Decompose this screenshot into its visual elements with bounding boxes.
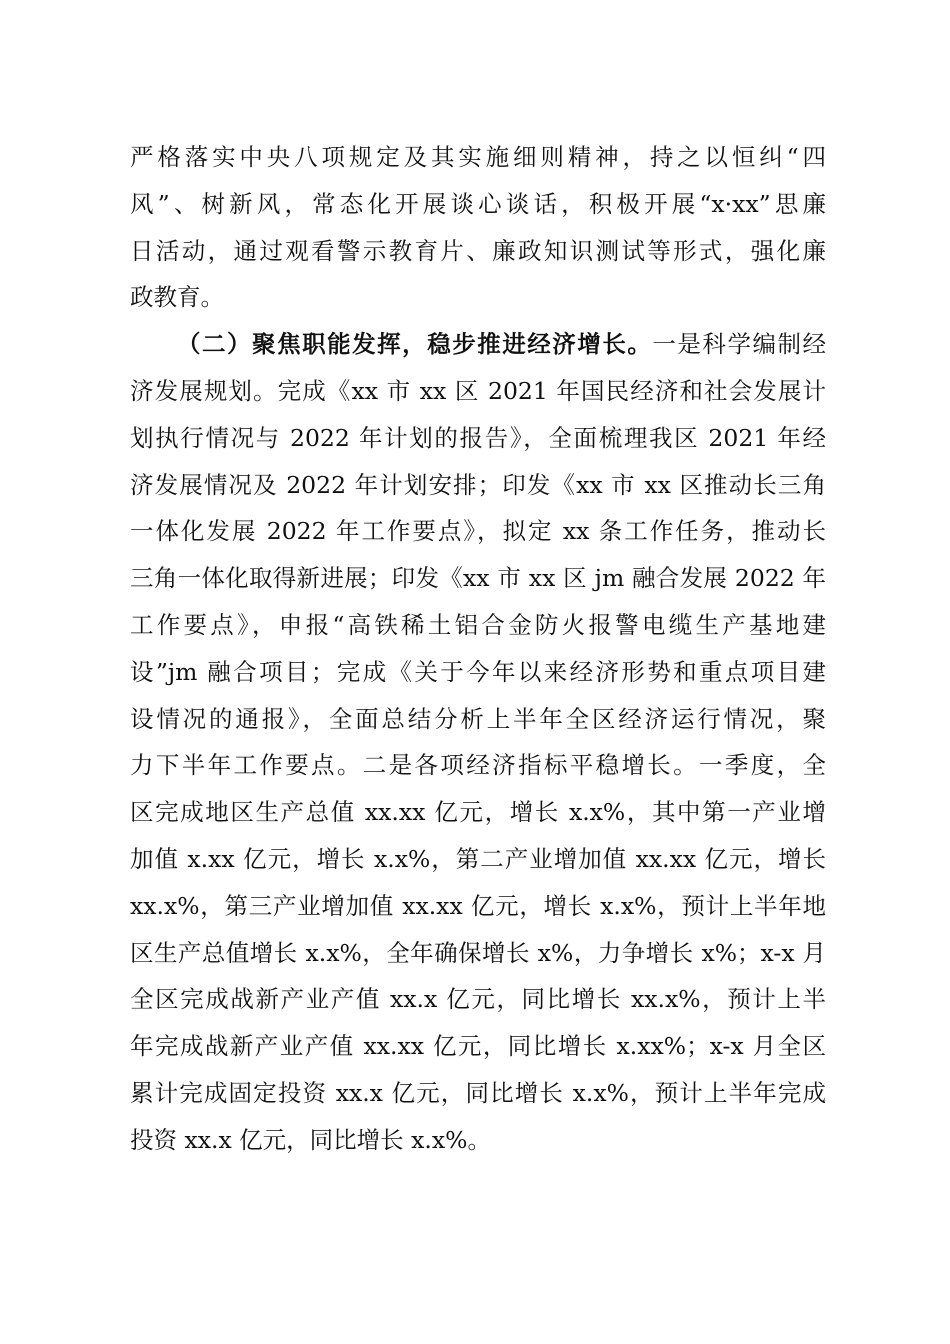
text-line: 年完成战新产业产值 xx.xx 亿元，同比增长 x.xx%；x-x 月全区 <box>130 1032 826 1061</box>
text-line: xx.x%，第三产业增加值 xx.xx 亿元，增长 x.x%，预计上半年地 <box>130 891 826 920</box>
text-line <box>130 321 826 368</box>
text-line: 累计完成固定投资 xx.x 亿元，同比增长 x.x%，预计上半年完成 <box>130 1078 826 1107</box>
text-line: 三角一体化取得新进展；印发《xx 市 xx 区 jm 融合发展 2022 年 <box>130 564 826 593</box>
text-line: 力下半年工作要点。二是各项经济指标平稳增长。一季度，全 <box>130 751 826 780</box>
text-line: 设情况的通报》，全面总结分析上半年全区经济运行情况，聚 <box>130 704 826 733</box>
document-page <box>130 134 826 1164</box>
text-line: 划执行情况与 2022 年计划的报告》，全面梳理我区 2021 年经 <box>130 423 826 452</box>
text-line: 政教育。 <box>130 283 224 312</box>
text-line: 加值 x.xx 亿元，增长 x.x%，第二产业增加值 xx.xx 亿元，增长 <box>130 844 826 873</box>
text-line: 工作要点》，申报“高铁稀土铝合金防火报警电缆生产基地建 <box>130 610 826 639</box>
text-line: 区生产总值增长 x.x%，全年确保增长 x%，力争增长 x%；x-x 月 <box>130 938 826 967</box>
text-line: 济发展情况及 2022 年计划安排；印发《xx 市 xx 区推动长三角 <box>130 470 826 499</box>
text-line: 设”jm 融合项目；完成《关于今年以来经济形势和重点项目建 <box>130 657 826 686</box>
paragraph-economy <box>130 321 826 1163</box>
text-line: 济发展规划。完成《xx 市 xx 区 2021 年国民经济和社会发展计 <box>130 376 826 405</box>
text-line: 严格落实中央八项规定及其实施细则精神，持之以恒纠“四 <box>130 143 826 171</box>
text-line: 日活动，通过观看警示教育片、廉政知识测试等形式，强化廉 <box>130 236 826 265</box>
section-heading: （二）聚焦职能发挥，稳步推进经济增长。 <box>177 330 653 359</box>
text-line: 区完成地区生产总值 xx.xx 亿元，增长 x.x%，其中第一产业增 <box>130 798 826 827</box>
text-span: 一是科学编制经 <box>652 330 827 359</box>
paragraph-discipline <box>130 134 826 321</box>
text-line: 投资 xx.x 亿元，同比增长 x.x%。 <box>130 1125 491 1154</box>
text-line: 风”、树新风，常态化开展谈心谈话，积极开展“x·xx”思廉 <box>130 189 826 218</box>
text-line: 全区完成战新产业产值 xx.x 亿元，同比增长 xx.x%，预计上半 <box>130 985 826 1014</box>
text-line: 一体化发展 2022 年工作要点》，拟定 xx 条工作任务，推动长 <box>130 517 826 546</box>
